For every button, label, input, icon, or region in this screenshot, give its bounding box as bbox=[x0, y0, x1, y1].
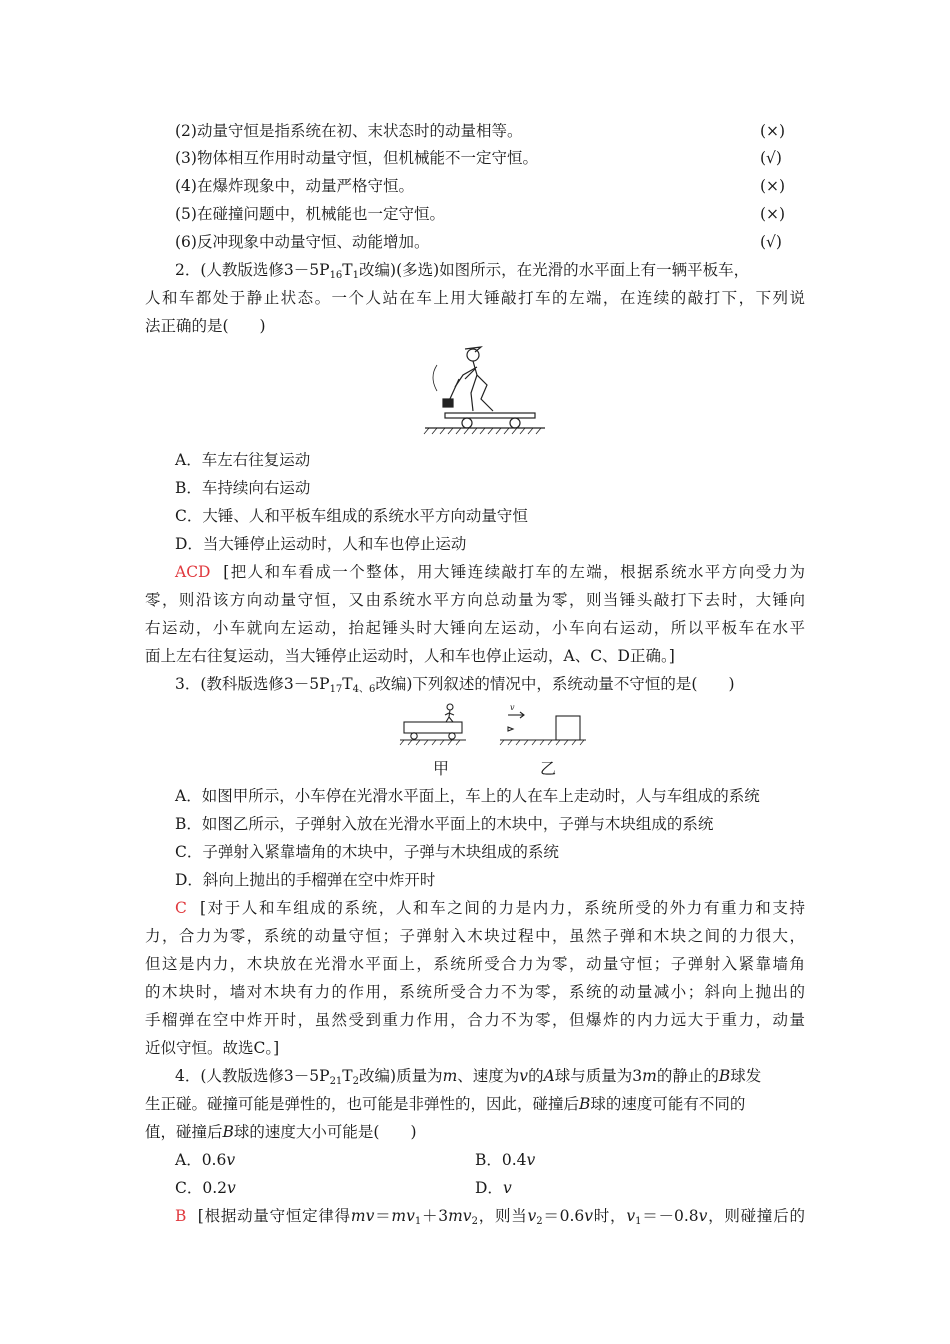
q2-option-d: D．当大锤停止运动时，人和车也停止运动 bbox=[175, 535, 467, 553]
q3-option-c: C．子弹射入紧靠墙角的木块中，子弹与木块组成的系统 bbox=[175, 843, 559, 861]
hammer-cart-figure bbox=[415, 343, 550, 438]
tf-mark: (×) bbox=[760, 205, 786, 223]
q4-stem-line2: 生正碰。碰撞可能是弹性的，也可能是非弹性的，因此，碰撞后B球的速度可能有不同的 bbox=[145, 1095, 746, 1113]
tf-item-5 bbox=[175, 203, 805, 225]
figure-yi-bullet-block bbox=[498, 700, 588, 748]
tf-statement: (5)在碰撞问题中，机械能也一定守恒。 bbox=[175, 205, 445, 223]
answer-key: C bbox=[175, 899, 187, 917]
q2-stem-line2: 人和车都处于静止状态。一个人站在车上用大锤敲打车的左端，在连续的敲打下，下列说 bbox=[145, 289, 805, 307]
answer-key: B bbox=[175, 1207, 187, 1225]
q2-option-c: C．大锤、人和平板车组成的系统水平方向动量守恒 bbox=[175, 507, 528, 525]
q2-option-b: B．车持续向右运动 bbox=[175, 479, 311, 497]
figure-jia-cart bbox=[398, 700, 468, 748]
tf-item-6 bbox=[175, 231, 805, 253]
q2-explanation-line3: 右运动，小车就向左运动，抬起锤头时大锤向左运动，小车向右运动，所以平板车在水平 bbox=[145, 619, 805, 637]
q4-options-row1 bbox=[175, 1149, 805, 1171]
q3-explanation-line1: C [对于人和车组成的系统，人和车之间的力是内力，系统所受的外力有重力和支持 bbox=[175, 899, 805, 917]
q3-explanation-line5: 手榴弹在空中炸开时，虽然受到重力作用，合力不为零，但爆炸的内力远大于重力，动量 bbox=[145, 1011, 805, 1029]
q3-option-a: A．如图甲所示，小车停在光滑水平面上，车上的人在车上走动时，人与车组成的系统 bbox=[175, 787, 760, 805]
q2-stem-line3: 法正确的是( ) bbox=[145, 317, 266, 335]
tf-mark: (×) bbox=[760, 122, 786, 140]
q3-explanation-line3: 但这是内力，木块放在光滑水平面上，系统所受合力为零，动量守恒；子弹射入紧靠墙角 bbox=[145, 955, 805, 973]
tf-statement: (6)反冲现象中动量守恒、动能增加。 bbox=[175, 233, 430, 251]
q4-option-a: A．0.6v bbox=[175, 1151, 236, 1169]
q3-explanation-line2: 力，合力为零，系统的动量守恒；子弹射入木块过程中，虽然子弹和木块之间的力很大， bbox=[145, 927, 805, 945]
q2-option-a: A．车左右往复运动 bbox=[175, 451, 311, 469]
tf-mark: (√) bbox=[760, 233, 782, 251]
figure-label-jia: 甲 bbox=[433, 759, 450, 778]
q2-explanation-line1: ACD [把人和车看成一个整体，用大锤连续敲打车的左端，根据系统水平方向受力为 bbox=[175, 563, 805, 581]
tf-statement: (4)在爆炸现象中，动量严格守恒。 bbox=[175, 177, 414, 195]
tf-mark: (×) bbox=[760, 177, 786, 195]
q3-explanation-line4: 的木块时，墙对木块有力的作用，系统所受合力不为零，系统的动量减小；斜向上抛出的 bbox=[145, 983, 805, 1001]
tf-item-4 bbox=[175, 175, 805, 197]
tf-mark: (√) bbox=[760, 149, 782, 167]
q4-explanation-line1: B [根据动量守恒定律得$mv=mv_1+3mv_2$，则当$v_2=0.6v$时，$v_1=-0.8v$，则碰撞后的 bbox=[175, 1207, 805, 1227]
q3-stem: 3．(教科版选修$3-5P_{17}T_{4、6}$改编)下列叙述的情况中，系统动量不守恒的是( ) bbox=[175, 675, 735, 695]
q4-options-row2 bbox=[175, 1177, 805, 1199]
q2-explanation-line2: 零，则沿该方向动量守恒，又由系统水平方向总动量为零，则当锤头敲打下去时，大锤向 bbox=[145, 591, 805, 609]
q3-option-d: D．斜向上抛出的手榴弹在空中炸开时 bbox=[175, 871, 436, 889]
tf-statement: (3)物体相互作用时动量守恒，但机械能不一定守恒。 bbox=[175, 149, 538, 167]
q4-stem-line3: 值，碰撞后B球的速度大小可能是( ) bbox=[145, 1123, 417, 1141]
answer-key: ACD bbox=[175, 563, 211, 581]
tf-item-2 bbox=[175, 120, 805, 142]
q4-option-c: C．0.2v bbox=[175, 1179, 236, 1197]
velocity-label: v bbox=[510, 703, 515, 712]
q4-option-d: D．v bbox=[475, 1179, 512, 1197]
q4-option-b: B．0.4v bbox=[475, 1151, 536, 1169]
q2-explanation-line4: 面上左右往复运动，当大锤停止运动时，人和车也停止运动，A、C、D正确。] bbox=[145, 647, 675, 665]
tf-statement: (2)动量守恒是指系统在初、末状态时的动量相等。 bbox=[175, 122, 523, 140]
q3-explanation-line6: 近似守恒。故选C。] bbox=[145, 1039, 280, 1057]
q2-stem-line1: 2．(人教版选修$3-5P_{16}T_1$改编)(多选)如图所示，在光滑的水平面上有一辆平板车， bbox=[175, 261, 750, 281]
q4-stem-line1: 4．(人教版选修$3-5P_{21}T_2$改编)质量为m、速度为v的A球与质量为3m的静止的B球发 bbox=[175, 1067, 762, 1087]
tf-item-3 bbox=[175, 147, 805, 169]
q3-option-b: B．如图乙所示，子弹射入放在光滑水平面上的木块中，子弹与木块组成的系统 bbox=[175, 815, 714, 833]
figure-label-yi: 乙 bbox=[540, 759, 557, 778]
